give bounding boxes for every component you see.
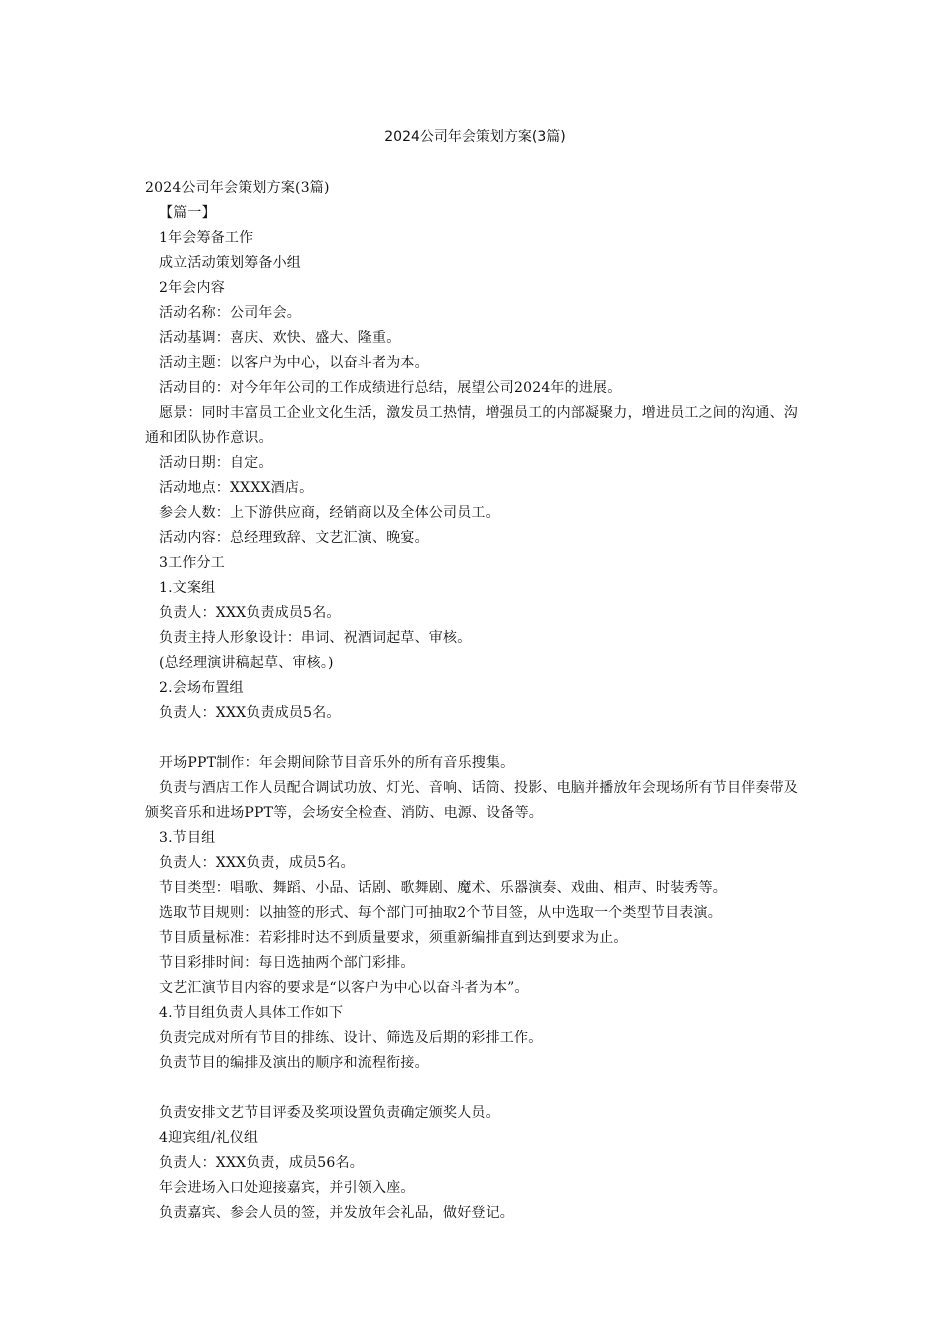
text-line: 【篇一】 (159, 205, 216, 221)
text-line: 负责人：XXX负责成员5名。 (159, 705, 341, 721)
text-line: 2.会场布置组 (159, 680, 244, 696)
text-line: 负责嘉宾、参会人员的签，并发放年会礼品，做好登记。 (159, 1205, 514, 1221)
text-line: 1.文案组 (159, 580, 216, 596)
text-line: 负责安排文艺节目评委及奖项设置负责确定颁奖人员。 (159, 1105, 500, 1121)
text-line: 选取节目规则：以抽签的形式、每个部门可抽取2个节目签，从中选取一个类型节目表演。 (159, 905, 722, 921)
text-line: 文艺汇演节目内容的要求是“以客户为中心以奋斗者为本”。 (159, 980, 529, 996)
blank-line (145, 726, 805, 751)
text-line: 2年会内容 (159, 280, 225, 296)
text-line: 年会进场入口处迎接嘉宾，并引领入座。 (159, 1180, 415, 1196)
text-line: 活动地点：XXXX酒店。 (159, 480, 314, 496)
text-line: 活动基调：喜庆、欢快、盛大、隆重。 (159, 330, 401, 346)
text-line: (总经理演讲稿起草、审核。) (159, 655, 334, 671)
blank-line (145, 1076, 805, 1101)
text-line: 负责人：XXX负责，成员56名。 (159, 1155, 364, 1171)
text-line: 负责人：XXX负责成员5名。 (159, 605, 341, 621)
text-line: 活动主题：以客户为中心，以奋斗者为本。 (159, 355, 429, 371)
text-line: 活动日期：自定。 (159, 455, 273, 471)
text-paragraph: 负责与酒店工作人员配合调试功放、灯光、音响、话筒、投影、电脑并播放年会现场所有节目伴奏带及颁奖音乐和进场PPT等，会场安全检查、消防、电源、设备等。 (145, 780, 798, 821)
text-line: 开场PPT制作：年会期间除节目音乐外的所有音乐搜集。 (159, 755, 515, 771)
text-line: 负责完成对所有节目的排练、设计、筛选及后期的彩排工作。 (159, 1030, 543, 1046)
text-line: 4迎宾组/礼仪组 (159, 1130, 259, 1146)
text-line: 3.节目组 (159, 830, 216, 846)
text-line: 成立活动策划筹备小组 (159, 255, 301, 271)
text-line: 活动名称：公司年会。 (159, 305, 301, 321)
text-line: 节目彩排时间：每日选抽两个部门彩排。 (159, 955, 415, 971)
text-line: 活动内容：总经理致辞、文艺汇演、晚宴。 (159, 530, 429, 546)
text-line: 3工作分工 (159, 555, 225, 571)
text-line: 4.节目组负责人具体工作如下 (159, 1005, 344, 1021)
text-line: 活动目的：对今年年公司的工作成绩进行总结，展望公司2024年的进展。 (159, 380, 622, 396)
text-line: 节目类型：唱歌、舞蹈、小品、话剧、歌舞剧、魔术、乐器演奏、戏曲、相声、时装秀等。 (159, 880, 727, 896)
text-line: 负责人：XXX负责，成员5名。 (159, 855, 355, 871)
document-body (145, 176, 805, 1226)
document-heading: 2024公司年会策划方案(3篇) (145, 180, 330, 196)
document-title: 2024公司年会策划方案(3篇) (384, 129, 566, 145)
text-paragraph: 愿景：同时丰富员工企业文化生活，激发员工热情，增强员工的内部凝聚力，增进员工之间的沟通、沟通和团队协作意识。 (145, 405, 798, 446)
text-line: 负责主持人形象设计：串词、祝酒词起草、审核。 (159, 630, 472, 646)
text-line: 参会人数：上下游供应商，经销商以及全体公司员工。 (159, 505, 500, 521)
text-line: 负责节目的编排及演出的顺序和流程衔接。 (159, 1055, 429, 1071)
text-line: 节目质量标准：若彩排时达不到质量要求，须重新编排直到达到要求为止。 (159, 930, 628, 946)
text-line: 1年会筹备工作 (159, 230, 254, 246)
